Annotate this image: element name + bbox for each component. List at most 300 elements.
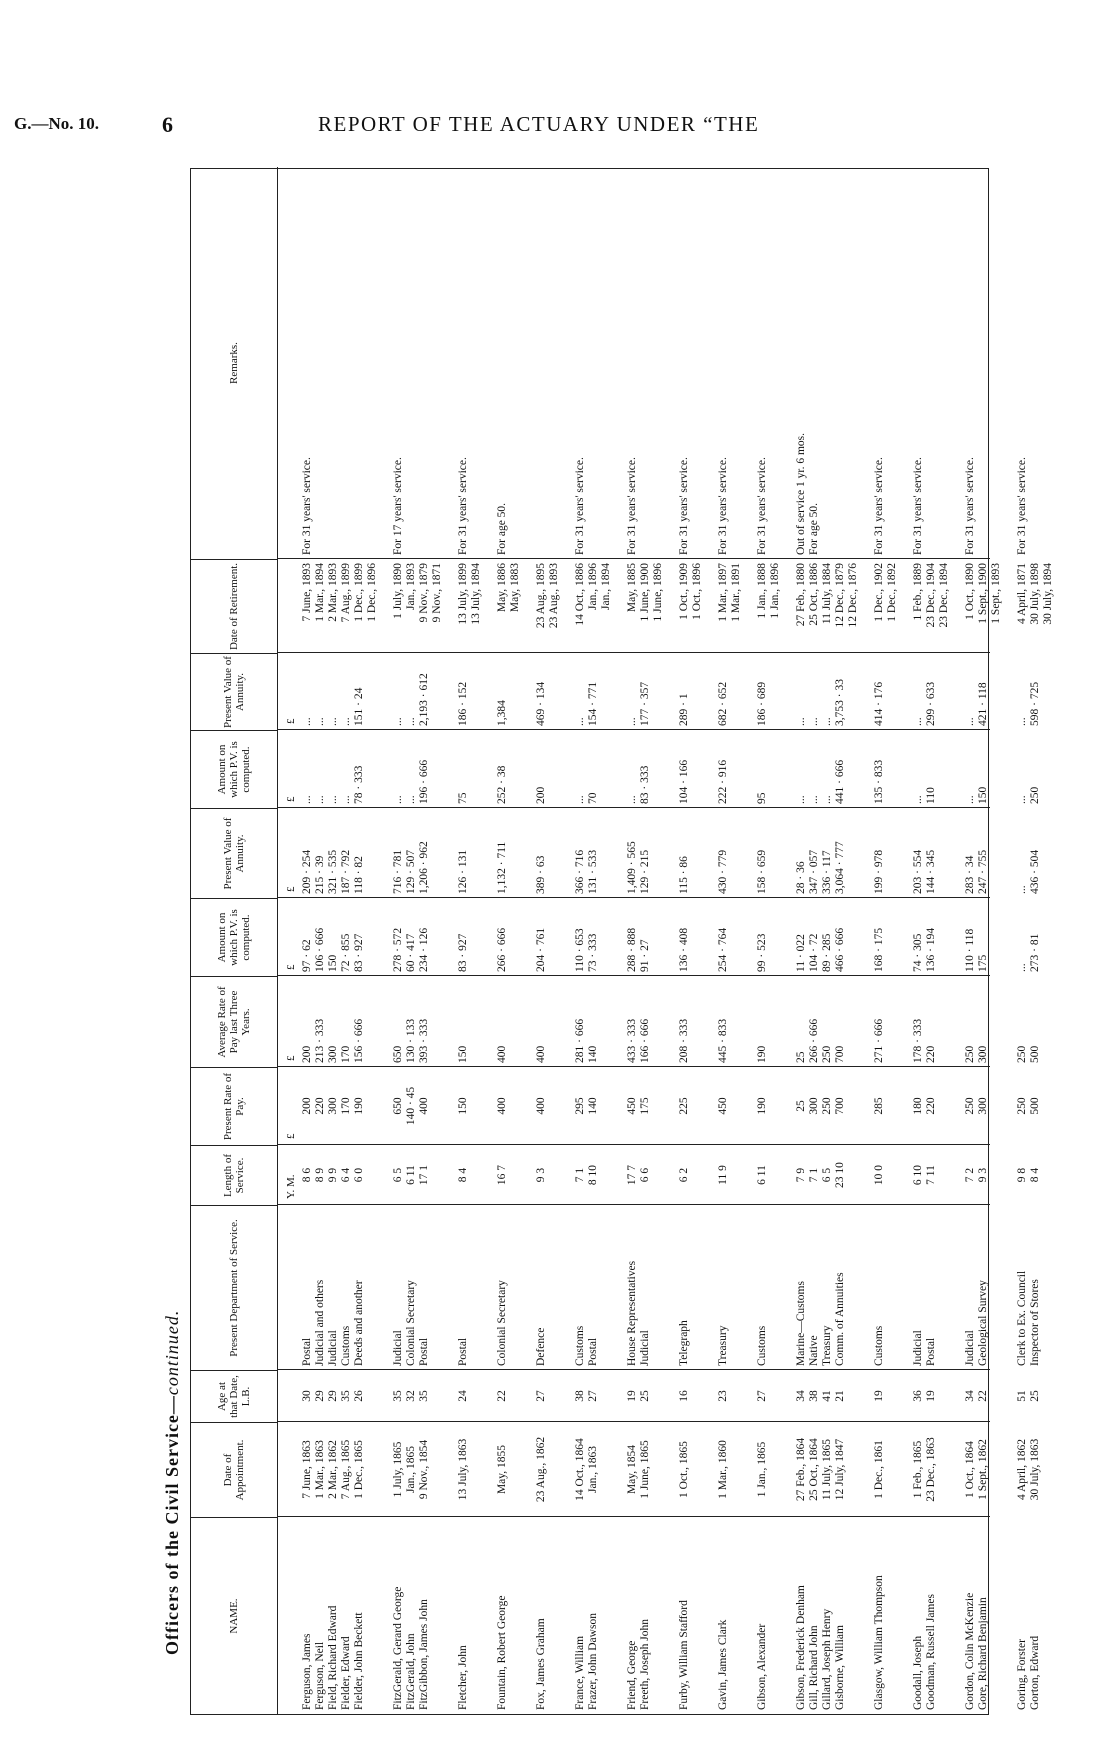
cell-line: Goring, Forster <box>1016 1639 1028 1710</box>
cell-los <box>392 1149 431 1201</box>
table-row-group <box>756 167 782 1714</box>
cell-remarks <box>574 171 587 555</box>
cell-line: Gillard, Joseph Henry <box>821 1608 833 1710</box>
cell-line: 1,132 · 711 <box>496 841 508 894</box>
cell-amt2 <box>964 734 990 804</box>
cell-line: 23 Aug., 1893 <box>548 563 560 629</box>
cell-line: 1 Mar., 1897 <box>717 563 729 622</box>
cell-line: 1 July, 1890 <box>392 563 404 619</box>
cell-line: 17 7 <box>626 1164 638 1186</box>
cell-age <box>912 1374 938 1418</box>
cell-line: 150 <box>327 954 339 972</box>
cell-line: 190 <box>756 1097 768 1115</box>
unit-label: £ <box>285 964 297 970</box>
unit-label: £ <box>285 718 297 724</box>
cell-line: For 31 years' service. <box>756 457 768 555</box>
column-header-retire: Date of Retirement. <box>191 559 277 653</box>
cell-line: 16 7 <box>496 1164 508 1186</box>
cell-line: 1 June, 1900 <box>639 563 651 622</box>
cell-line: ... <box>626 795 638 804</box>
cell-appointed <box>496 1426 509 1513</box>
cell-names <box>795 1521 847 1710</box>
cell-line: 450 <box>717 1097 729 1115</box>
cell-line: 598 · 725 <box>1029 681 1041 726</box>
cell-pv2 <box>795 657 847 726</box>
cell-line: 6 4 <box>340 1167 352 1183</box>
cell-line: 1 Mar., 1860 <box>717 1440 729 1499</box>
cell-retire <box>795 563 860 649</box>
cell-line: 469 · 134 <box>535 681 547 726</box>
cell-names <box>574 1521 600 1710</box>
table-body <box>277 167 1054 1714</box>
cell-line: ... <box>626 717 638 726</box>
cell-remarks <box>392 171 405 555</box>
cell-dept <box>626 1209 652 1366</box>
cell-line: 1 June, 1896 <box>652 563 664 622</box>
cell-line: Treasury <box>821 1325 833 1366</box>
cell-dept <box>1016 1209 1042 1366</box>
cell-line: 500 <box>1029 1045 1041 1063</box>
cell-line: 150 <box>977 786 989 804</box>
cell-line: 27 Feb., 1880 <box>795 563 807 627</box>
cell-line: Gill, Richard John <box>808 1625 820 1710</box>
cell-pv1 <box>964 812 990 894</box>
cell-line: 1 Sept., 1862 <box>977 1439 989 1500</box>
cell-appointed <box>535 1426 548 1513</box>
cell-amt1 <box>301 902 366 972</box>
cell-pv1 <box>301 812 366 894</box>
cell-line: Judicial <box>392 1330 404 1366</box>
cell-pv2 <box>756 657 769 726</box>
cell-amt1 <box>1016 902 1042 972</box>
cell-line: Ferguson, James <box>301 1633 313 1710</box>
cell-age <box>301 1374 366 1418</box>
cell-line: Deeds and another <box>353 1280 365 1366</box>
cell-line: 300 <box>977 1045 989 1063</box>
cell-line: Gordon, Colin McKenzie <box>964 1592 976 1710</box>
cell-line: 8 4 <box>1029 1167 1041 1183</box>
cell-retire <box>912 563 951 649</box>
cell-names <box>457 1521 470 1710</box>
cell-line: 321 · 535 <box>327 849 339 894</box>
officers-table <box>190 168 1054 1715</box>
cell-line: Goodman, Russell James <box>925 1594 937 1710</box>
cell-amt2 <box>457 734 470 804</box>
cell-line: 36 <box>912 1390 924 1402</box>
cell-line: ... <box>340 795 352 804</box>
cell-line: For 31 years' service. <box>912 457 924 555</box>
cell-pay <box>574 1071 600 1141</box>
cell-line: 34 <box>795 1390 807 1402</box>
cell-dept <box>964 1209 990 1366</box>
cell-line: 7 11 <box>925 1165 937 1185</box>
cell-avg <box>795 980 847 1063</box>
cell-line: 14 Oct., 1886 <box>574 563 586 626</box>
cell-line: 180 <box>912 1097 924 1115</box>
cell-line: Freeth, Joseph John <box>639 1618 651 1710</box>
cell-line: ... <box>574 795 586 804</box>
cell-line: 250 <box>821 1097 833 1115</box>
cell-line: 27 <box>756 1390 768 1402</box>
cell-pv1 <box>535 812 548 894</box>
cell-line: ... <box>808 717 820 726</box>
cell-los <box>678 1149 691 1201</box>
cell-retire <box>626 563 665 649</box>
cell-line: 1 Oct., 1890 <box>964 563 976 620</box>
cell-los <box>717 1149 730 1201</box>
cell-line: 72 · 855 <box>340 933 352 972</box>
cell-line: 78 · 333 <box>353 765 365 804</box>
cell-line: 170 <box>340 1045 352 1063</box>
cell-line: Postal <box>418 1337 430 1366</box>
cell-los <box>574 1149 600 1201</box>
cell-line: 6 0 <box>353 1167 365 1183</box>
cell-line: 166 · 666 <box>639 1018 651 1063</box>
cell-amt1 <box>964 902 990 972</box>
cell-line: 9 Nov., 1879 <box>418 563 430 623</box>
cell-line: ... <box>392 717 404 726</box>
cell-line: ... <box>314 717 326 726</box>
cell-line: For 31 years' service. <box>1016 457 1028 555</box>
cell-line: For age 50. <box>496 502 508 555</box>
cell-line: 389 · 63 <box>535 855 547 894</box>
cell-line: ... <box>964 795 976 804</box>
cell-los <box>626 1149 652 1201</box>
cell-line: Postal <box>587 1337 599 1366</box>
cell-line: FitzGibbon, James John <box>418 1599 430 1710</box>
column-header-los: Length of Service. <box>191 1145 277 1205</box>
cell-line: 104 · 166 <box>678 759 690 804</box>
cell-line: 170 <box>340 1097 352 1115</box>
cell-line: 35 <box>418 1390 430 1402</box>
column-header-appointed: Date of Appointment. <box>191 1422 277 1517</box>
table-row-group <box>1016 167 1055 1714</box>
section-title-text: Officers of the Civil Service— <box>162 1395 182 1655</box>
cell-names <box>717 1521 730 1710</box>
cell-amt2 <box>717 734 730 804</box>
cell-line: Jan., 1893 <box>405 563 417 610</box>
table-row-group <box>964 167 1003 1714</box>
cell-avg <box>301 980 366 1063</box>
cell-pay <box>496 1071 509 1141</box>
cell-line: ... <box>795 795 807 804</box>
cell-line: ... <box>821 717 833 726</box>
cell-names <box>496 1521 509 1710</box>
cell-line: 200 <box>535 786 547 804</box>
cell-line: Judicial <box>912 1330 924 1366</box>
cell-appointed <box>392 1426 431 1513</box>
cell-pv2 <box>392 657 431 726</box>
cell-line: 17 1 <box>418 1164 430 1186</box>
cell-line: 278 · 572 <box>392 927 404 972</box>
cell-pay <box>873 1071 886 1141</box>
cell-amt2 <box>678 734 691 804</box>
cell-line: Defence <box>535 1327 547 1366</box>
cell-line: Frazer, John Dawson <box>587 1613 599 1710</box>
table-row-group <box>626 167 665 1714</box>
cell-line: ... <box>808 795 820 804</box>
cell-line: 158 · 659 <box>756 849 768 894</box>
cell-retire <box>496 563 522 649</box>
cell-line: 106 · 666 <box>314 927 326 972</box>
cell-appointed <box>964 1426 990 1513</box>
cell-line: May, 1883 <box>509 563 521 613</box>
cell-line: 7 June, 1893 <box>301 563 313 622</box>
cell-line: 168 · 175 <box>873 927 885 972</box>
cell-line: Gavin, James Clark <box>717 1619 729 1710</box>
cell-line: Customs <box>756 1325 768 1366</box>
cell-line: 1 Dec., 1861 <box>873 1440 885 1499</box>
cell-pv1 <box>496 812 509 894</box>
cell-line: Fox, James Graham <box>535 1618 547 1710</box>
cell-line: 73 · 333 <box>587 933 599 972</box>
cell-retire <box>873 563 899 649</box>
cell-amt1 <box>912 902 938 972</box>
cell-line: 136 · 194 <box>925 927 937 972</box>
cell-retire <box>301 563 379 649</box>
cell-line: 91 · 27 <box>639 939 651 972</box>
cell-amt1 <box>678 902 691 972</box>
cell-avg <box>496 980 509 1063</box>
cell-line: 347 · 057 <box>808 849 820 894</box>
cell-line: 10 0 <box>873 1164 885 1186</box>
cell-line: 25 <box>795 1051 807 1063</box>
cell-line: 234 · 126 <box>418 927 430 972</box>
cell-line: 25 Oct., 1864 <box>808 1438 820 1501</box>
cell-line: For 31 years' service. <box>457 457 469 555</box>
cell-line: 1 Jan., 1888 <box>756 563 768 619</box>
cell-line: For 31 years' service. <box>626 457 638 555</box>
cell-pv2 <box>873 657 886 726</box>
cell-line: 281 · 666 <box>574 1018 586 1063</box>
cell-amt1 <box>535 902 548 972</box>
cell-line: 196 · 666 <box>418 759 430 804</box>
cell-line: 225 <box>678 1097 690 1115</box>
table-row-group <box>574 167 613 1714</box>
cell-remarks <box>795 171 821 555</box>
cell-avg <box>574 980 600 1063</box>
cell-line: 9 9 <box>327 1167 339 1183</box>
cell-line: 220 <box>314 1097 326 1115</box>
cell-line: For 31 years' service. <box>717 457 729 555</box>
cell-pv2 <box>574 657 600 726</box>
cell-age <box>964 1374 990 1418</box>
cell-dept <box>795 1209 847 1366</box>
cell-pv1 <box>457 812 470 894</box>
cell-line: 222 · 916 <box>717 759 729 804</box>
cell-line: 283 · 34 <box>964 855 976 894</box>
cell-line: 300 <box>977 1097 989 1115</box>
cell-line: House Representatives <box>626 1260 638 1366</box>
cell-line: 1 Oct., 1896 <box>691 563 703 620</box>
cell-line: 175 <box>639 1097 651 1115</box>
cell-remarks <box>535 171 548 555</box>
cell-line <box>535 171 548 555</box>
cell-retire <box>1016 563 1055 649</box>
cell-line: FitzGerald, John <box>405 1633 417 1710</box>
cell-pv1 <box>626 812 652 894</box>
cell-line: 140 <box>587 1097 599 1115</box>
cell-line: ... <box>912 795 924 804</box>
cell-line: Jan., 1863 <box>587 1446 599 1493</box>
cell-line: 300 <box>808 1097 820 1115</box>
cell-pv2 <box>301 657 366 726</box>
cell-remarks <box>457 171 470 555</box>
cell-line: 203 · 554 <box>912 849 924 894</box>
cell-line: 6 11 <box>405 1165 417 1185</box>
cell-remarks <box>301 171 314 555</box>
cell-line: 1 Feb., 1889 <box>912 563 924 621</box>
cell-line: 445 · 833 <box>717 1018 729 1063</box>
cell-line: 1,206 · 962 <box>418 841 430 894</box>
cell-avg <box>1016 980 1042 1063</box>
cell-line: 23 Aug., 1862 <box>535 1436 547 1503</box>
cell-amt2 <box>626 734 652 804</box>
cell-pv1 <box>795 812 847 894</box>
cell-line: 199 · 978 <box>873 849 885 894</box>
cell-line: 11 July, 1884 <box>821 563 833 625</box>
cell-age <box>678 1374 691 1418</box>
cell-remarks <box>912 171 925 555</box>
cell-line: 400 <box>496 1097 508 1115</box>
cell-line: 150 <box>457 1045 469 1063</box>
cell-line: 247 · 755 <box>977 849 989 894</box>
cell-line: ... <box>912 717 924 726</box>
cell-line: 150 <box>457 1097 469 1115</box>
cell-line: ... <box>1016 963 1028 972</box>
cell-line: Gisborne, William <box>834 1625 846 1710</box>
cell-remarks <box>756 171 769 555</box>
cell-line: Fielder, John Beckett <box>353 1612 365 1710</box>
cell-line: 190 <box>353 1097 365 1115</box>
cell-line: ... <box>821 795 833 804</box>
cell-pay <box>717 1071 730 1141</box>
cell-line: 682 · 652 <box>717 681 729 726</box>
cell-line: May, 1885 <box>626 563 638 613</box>
column-header-names: NAME. <box>191 1517 277 1714</box>
cell-line: Judicial and others <box>314 1279 326 1366</box>
cell-los <box>964 1149 990 1201</box>
cell-line: 23 Dec., 1904 <box>925 563 937 628</box>
cell-line: 83 · 927 <box>353 933 365 972</box>
cell-line: Furby, William Stafford <box>678 1600 690 1710</box>
cell-pv1 <box>574 812 600 894</box>
cell-pay <box>301 1071 366 1141</box>
cell-line: 1,409 · 565 <box>626 841 638 894</box>
cell-line: 273 · 81 <box>1029 933 1041 972</box>
cell-line: 22 <box>977 1390 989 1402</box>
cell-line: 83 · 927 <box>457 933 469 972</box>
cell-line: 8 9 <box>314 1167 326 1183</box>
cell-line: Customs <box>873 1325 885 1366</box>
section-title-continued: continued. <box>162 1309 182 1396</box>
cell-age <box>717 1374 730 1418</box>
cell-line: 266 · 666 <box>496 927 508 972</box>
cell-line: 23 Aug., 1895 <box>535 563 547 629</box>
cell-dept <box>717 1209 730 1366</box>
cell-line: 1 Feb., 1865 <box>912 1440 924 1499</box>
cell-line: 4 April, 1871 <box>1016 563 1028 625</box>
cell-remarks <box>496 171 509 555</box>
cell-line: 250 <box>964 1045 976 1063</box>
cell-line: Fielder, Edward <box>340 1636 352 1710</box>
cell-line: 131 · 533 <box>587 849 599 894</box>
cell-amt2 <box>1016 734 1042 804</box>
cell-appointed <box>873 1426 886 1513</box>
cell-pay <box>795 1071 847 1141</box>
cell-dept <box>301 1209 366 1366</box>
column-header-amt1: Amount on which P.V. is computed. <box>191 898 277 976</box>
cell-line: Gibson, Alexander <box>756 1623 768 1710</box>
cell-line: 6 5 <box>821 1167 833 1183</box>
cell-line: 250 <box>1029 786 1041 804</box>
cell-line: 9 Nov., 1854 <box>418 1439 430 1500</box>
cell-line: 32 <box>405 1390 417 1402</box>
cell-los <box>912 1149 938 1201</box>
table-row-group <box>535 167 561 1714</box>
cell-line: 3,064 · 777 <box>834 841 846 894</box>
cell-amt2 <box>795 734 847 804</box>
cell-line: Friend, George <box>626 1640 638 1710</box>
cell-line: 450 <box>626 1097 638 1115</box>
cell-line: 30 July, 1863 <box>1029 1438 1041 1501</box>
cell-line: 1 Dec., 1896 <box>366 563 378 622</box>
cell-line: 34 <box>964 1390 976 1402</box>
cell-pv2 <box>457 657 470 726</box>
cell-pv1 <box>717 812 730 894</box>
cell-line: 299 · 633 <box>925 681 937 726</box>
cell-line: 200 <box>301 1097 313 1115</box>
cell-line: ... <box>340 717 352 726</box>
cell-line: 1 Mar., 1891 <box>730 563 742 622</box>
cell-pay <box>756 1071 769 1141</box>
cell-line: For 31 years' service. <box>873 457 885 555</box>
cell-line: Customs <box>574 1325 586 1366</box>
cell-line: For 31 years' service. <box>301 457 313 555</box>
cell-age <box>574 1374 600 1418</box>
cell-avg <box>964 980 990 1063</box>
cell-line: 99 · 523 <box>756 933 768 972</box>
table-row-group <box>678 167 704 1714</box>
cell-line: 25 <box>639 1390 651 1402</box>
cell-line: Telegraph <box>678 1320 690 1366</box>
cell-avg <box>873 980 886 1063</box>
cell-line: 1 Sept., 1900 <box>977 563 989 624</box>
cell-line: ... <box>327 795 339 804</box>
cell-line: 500 <box>1029 1097 1041 1115</box>
cell-line: May, 1854 <box>626 1444 638 1495</box>
cell-line: 208 · 333 <box>678 1018 690 1063</box>
cell-line: May, 1855 <box>496 1444 508 1495</box>
cell-retire <box>574 563 613 649</box>
cell-line: Ferguson, Neil <box>314 1641 326 1710</box>
cell-line: Native <box>808 1335 820 1366</box>
cell-amt2 <box>392 734 431 804</box>
cell-line: 1 July, 1865 <box>392 1441 404 1498</box>
cell-line: 400 <box>535 1045 547 1063</box>
cell-names <box>535 1521 548 1710</box>
cell-pv1 <box>873 812 886 894</box>
cell-line: 178 · 333 <box>912 1018 924 1063</box>
cell-line: 23 <box>717 1390 729 1402</box>
cell-amt2 <box>873 734 886 804</box>
column-header-pv1: Present Value of Annuity. <box>191 808 277 898</box>
cell-names <box>301 1521 366 1710</box>
cell-line: 9 8 <box>1016 1167 1028 1183</box>
document-reference: G.—No. 10. <box>14 114 99 133</box>
cell-line: 8 4 <box>457 1167 469 1183</box>
cell-line: 1 Oct., 1864 <box>964 1441 976 1498</box>
